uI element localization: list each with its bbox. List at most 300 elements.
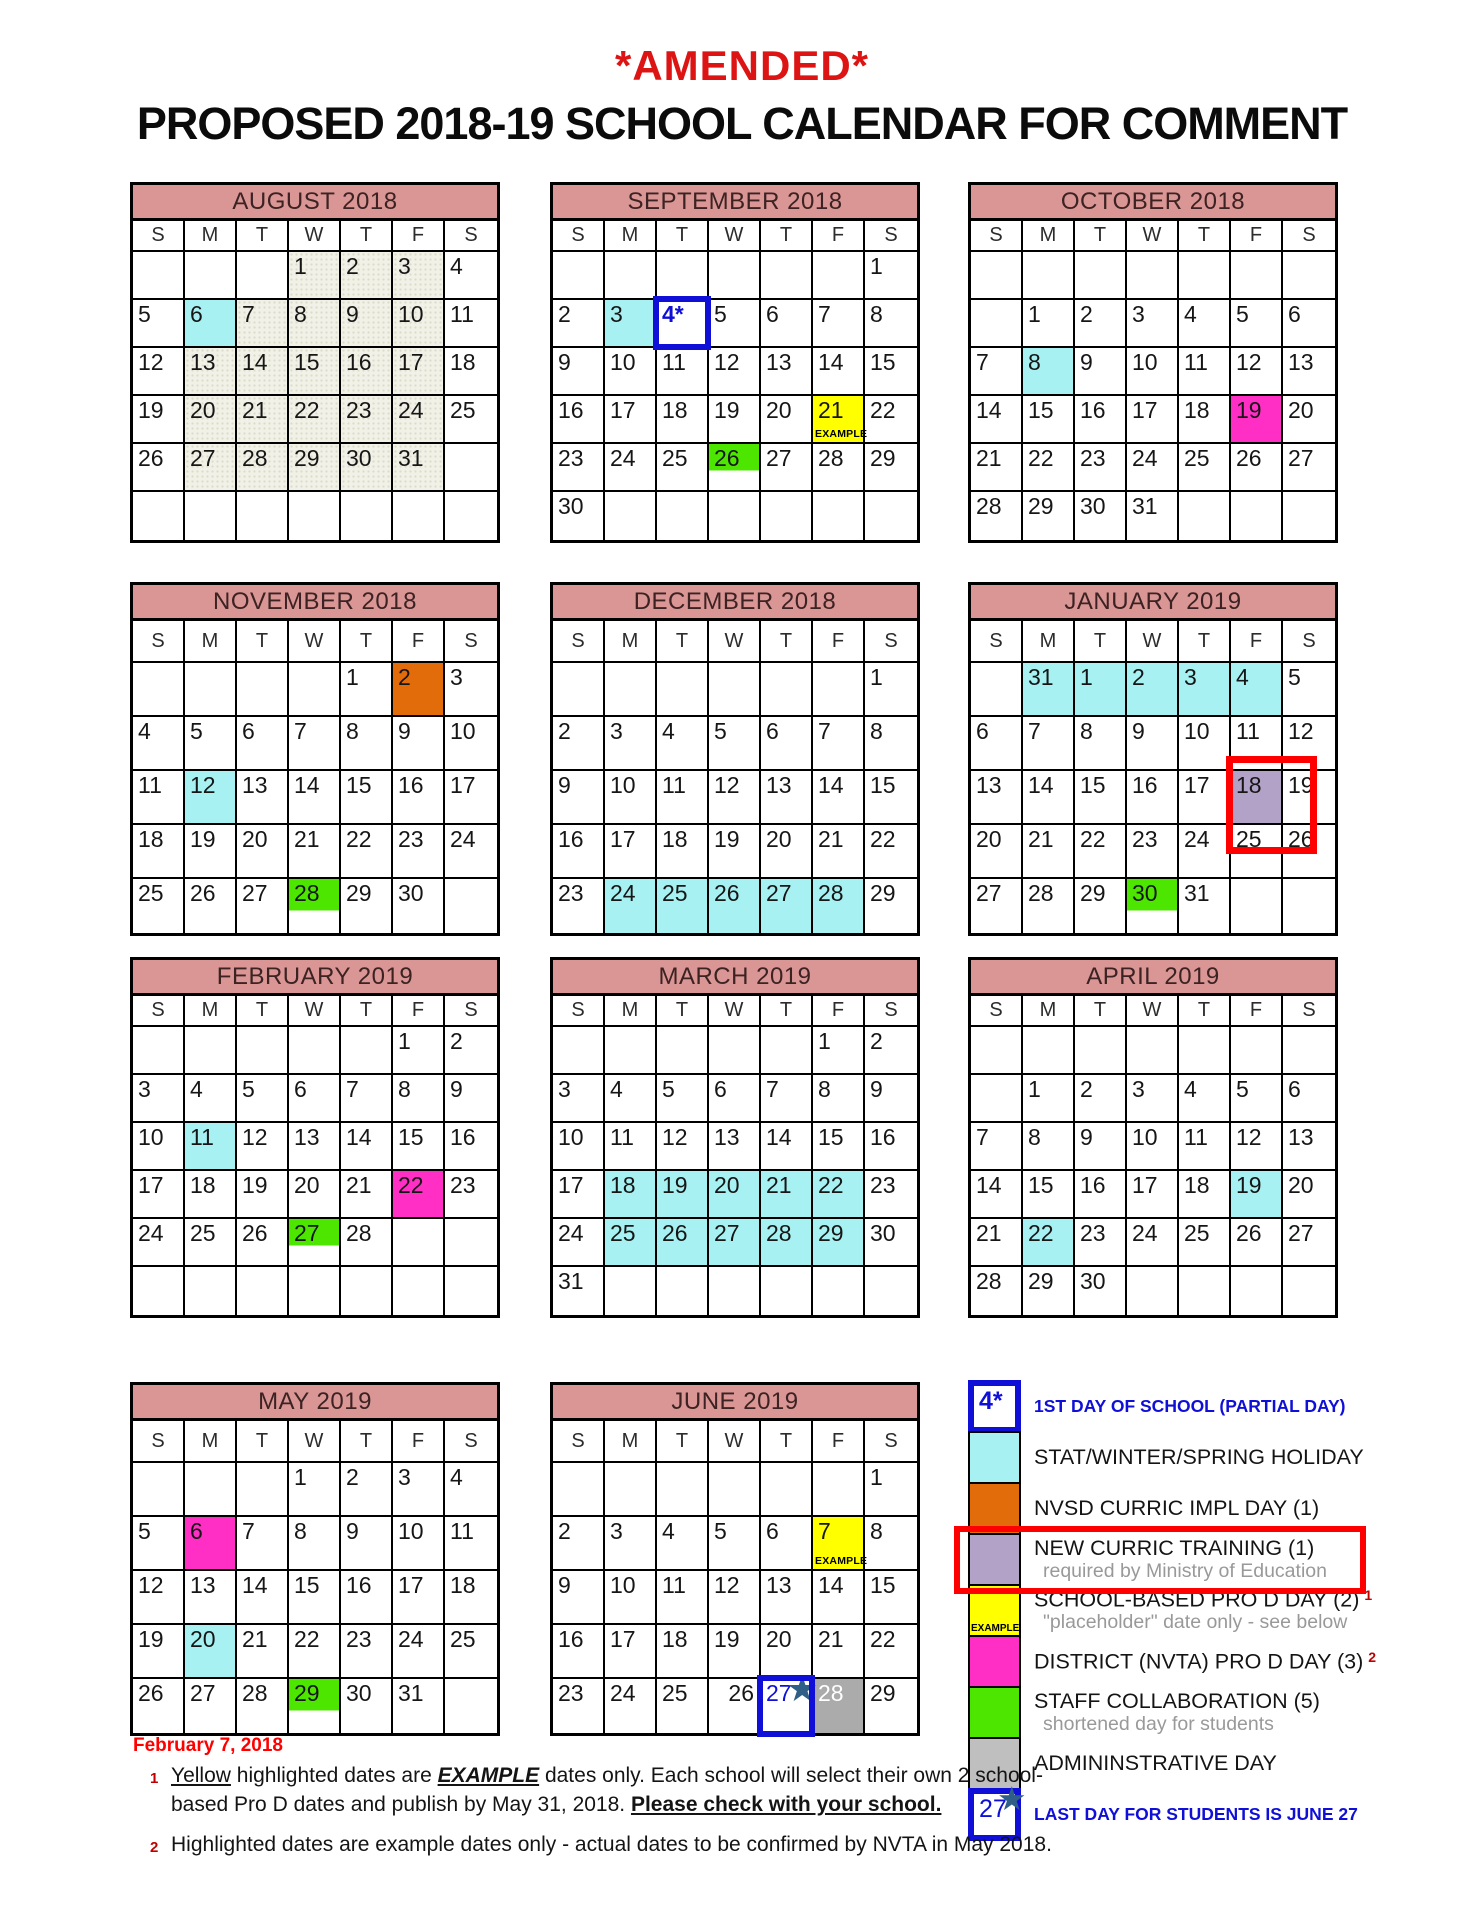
day-number: 28 — [294, 880, 320, 906]
day-number: 7 — [818, 301, 831, 327]
month-title-march-2019: MARCH 2019 — [553, 960, 917, 996]
march-2019-day-21 — [761, 1171, 813, 1219]
january-2019-day-15 — [1075, 771, 1127, 825]
april-2019-day-8 — [1023, 1123, 1075, 1171]
may-2019-day-30 — [341, 1679, 393, 1733]
day-number: 15 — [818, 1124, 844, 1150]
empty-cell — [1023, 252, 1075, 300]
september-2018-day-3 — [605, 300, 657, 348]
day-number: 19 — [714, 397, 740, 423]
day-number: 20 — [1288, 1172, 1314, 1198]
day-number: 4 — [1236, 664, 1249, 690]
day-number: 4 — [610, 1076, 623, 1102]
september-2018-day-12 — [709, 348, 761, 396]
footnote-ref: 2 — [1368, 1648, 1377, 1665]
august-2018-day-31 — [393, 444, 445, 492]
day-number: 5 — [190, 718, 203, 744]
weekday-header: F — [393, 996, 445, 1027]
day-number: 21 — [242, 397, 268, 423]
weekday-header: S — [865, 621, 917, 663]
day-number: 20 — [714, 1172, 740, 1198]
day-number: 28 — [818, 880, 844, 906]
april-2019-day-25 — [1179, 1219, 1231, 1267]
october-2018-day-13 — [1283, 348, 1335, 396]
april-2019-day-27 — [1283, 1219, 1335, 1267]
legend-label — [1034, 1446, 1364, 1469]
day-number: 25 — [610, 1220, 636, 1246]
empty-cell — [341, 492, 393, 540]
march-2019-day-13 — [709, 1123, 761, 1171]
may-2019-day-16 — [341, 1571, 393, 1625]
weekday-header: S — [445, 996, 497, 1027]
february-2019-day-19 — [237, 1171, 289, 1219]
august-2018-day-26 — [133, 444, 185, 492]
empty-cell — [657, 252, 709, 300]
legend-label-text: NEW CURRIC TRAINING (1) — [1034, 1535, 1315, 1560]
day-number: 8 — [294, 301, 307, 327]
weekday-header: W — [289, 621, 341, 663]
day-number: 28 — [766, 1220, 792, 1246]
weekday-header: T — [761, 1421, 813, 1463]
day-number: 6 — [294, 1076, 307, 1102]
june-2019-day-25 — [657, 1679, 709, 1733]
weekday-header-row — [553, 996, 917, 1027]
day-number: 16 — [346, 349, 372, 375]
november-2018-day-22 — [341, 825, 393, 879]
november-2018-day-23 — [393, 825, 445, 879]
legend-label-text: NVSD CURRIC IMPL DAY (1) — [1034, 1495, 1320, 1520]
january-2019-day-5 — [1283, 663, 1335, 717]
october-2018-day-2 — [1075, 300, 1127, 348]
day-number: 2 — [870, 1028, 883, 1054]
day-number: 12 — [662, 1124, 688, 1150]
revision-date-note: February 7, 2018 — [133, 1735, 283, 1756]
day-number: 25 — [662, 880, 688, 906]
day-number: 5 — [138, 1518, 151, 1544]
september-2018-day-9 — [553, 348, 605, 396]
may-2019-day-28 — [237, 1679, 289, 1733]
march-2019-day-16 — [865, 1123, 917, 1171]
january-2019-day-20 — [971, 825, 1023, 879]
day-number: 14 — [766, 1124, 792, 1150]
day-number: 29 — [346, 880, 372, 906]
january-2019-day-3 — [1179, 663, 1231, 717]
day-number: 11 — [610, 1124, 634, 1150]
october-2018-day-1 — [1023, 300, 1075, 348]
day-number: 15 — [870, 772, 896, 798]
day-number: 17 — [398, 1572, 424, 1598]
may-2019-day-14 — [237, 1571, 289, 1625]
day-number: 27 — [190, 445, 216, 471]
day-number: 29 — [870, 1680, 896, 1706]
day-number: 21 — [346, 1172, 372, 1198]
day-number: 17 — [558, 1172, 584, 1198]
march-2019-day-2 — [865, 1027, 917, 1075]
weekday-header: W — [289, 1421, 341, 1463]
october-2018-day-25 — [1179, 444, 1231, 492]
weekday-header: M — [185, 1421, 237, 1463]
day-number: 18 — [450, 1572, 476, 1598]
empty-cell — [1127, 252, 1179, 300]
day-number: 31 — [558, 1268, 584, 1294]
day-number: 1 — [346, 664, 359, 690]
weekday-header-row — [133, 621, 497, 663]
day-number: 30 — [1080, 1268, 1106, 1294]
november-2018-day-13 — [237, 771, 289, 825]
empty-cell — [761, 492, 813, 540]
day-number: 27 — [242, 880, 268, 906]
august-2018-day-19 — [133, 396, 185, 444]
day-number: 2 — [558, 718, 571, 744]
day-number: 16 — [450, 1124, 476, 1150]
january-2019-day-21 — [1023, 825, 1075, 879]
day-number: 17 — [450, 772, 476, 798]
day-number: 17 — [398, 349, 424, 375]
day-number: 14 — [818, 349, 844, 375]
empty-cell — [657, 1463, 709, 1517]
day-number: 29 — [1028, 493, 1054, 519]
empty-cell — [657, 1267, 709, 1315]
october-2018-day-12 — [1231, 348, 1283, 396]
day-number: 12 — [1236, 1124, 1262, 1150]
weekday-header: S — [133, 221, 185, 252]
legend-label-sub: required by Ministry of Education — [1043, 1560, 1327, 1583]
june-2019-day-16 — [553, 1625, 605, 1679]
day-number: 7 — [976, 1124, 989, 1150]
day-number: 13 — [1288, 349, 1314, 375]
october-2018-day-29 — [1023, 492, 1075, 540]
june-2019-day-4 — [657, 1517, 709, 1571]
month-grid-april-2019 — [971, 1027, 1335, 1315]
day-number: 23 — [558, 1680, 584, 1706]
day-number: 23 — [450, 1172, 476, 1198]
april-2019-day-28 — [971, 1267, 1023, 1315]
day-number: 9 — [870, 1076, 883, 1102]
day-number: 6 — [766, 301, 779, 327]
legend-item-col — [968, 1686, 1388, 1739]
february-2019-day-2 — [445, 1027, 497, 1075]
day-number: 21 — [766, 1172, 792, 1198]
star-icon: ★ — [786, 1668, 819, 1709]
may-2019-day-12 — [133, 1571, 185, 1625]
day-number: 7 — [766, 1076, 779, 1102]
october-2018-day-31 — [1127, 492, 1179, 540]
empty-cell — [1231, 1027, 1283, 1075]
day-number: 9 — [558, 772, 571, 798]
october-2018-day-22 — [1023, 444, 1075, 492]
october-2018-day-10 — [1127, 348, 1179, 396]
day-number: 2 — [398, 664, 411, 690]
weekday-header: W — [709, 621, 761, 663]
weekday-header: T — [341, 996, 393, 1027]
march-2019-day-17 — [553, 1171, 605, 1219]
day-number: 29 — [294, 1680, 320, 1706]
october-2018-day-18 — [1179, 396, 1231, 444]
footnote-number: 1 — [150, 1770, 159, 1787]
day-number: 20 — [1288, 397, 1314, 423]
day-number: 23 — [558, 445, 584, 471]
december-2018-day-12 — [709, 771, 761, 825]
october-2018-day-9 — [1075, 348, 1127, 396]
august-2018-day-9 — [341, 300, 393, 348]
month-february-2019 — [130, 957, 500, 1318]
june-2019-day-19 — [709, 1625, 761, 1679]
february-2019-day-27 — [289, 1219, 341, 1267]
day-number: 17 — [1132, 397, 1158, 423]
day-number: 18 — [662, 826, 688, 852]
month-january-2019 — [968, 582, 1338, 936]
september-2018-day-27 — [761, 444, 813, 492]
december-2018-day-8 — [865, 717, 917, 771]
day-number: 15 — [294, 1572, 320, 1598]
day-number: 10 — [450, 718, 476, 744]
legend-swatch-hol — [968, 1431, 1021, 1484]
may-2019-day-9 — [341, 1517, 393, 1571]
day-number: 19 — [242, 1172, 268, 1198]
footnote-text: dates only. Each school will select their own 2 school-based Pro D dates and publish by May 31, 2018. — [171, 1764, 1043, 1816]
june-2019-day-14 — [813, 1571, 865, 1625]
august-2018-day-14 — [237, 348, 289, 396]
weekday-header: S — [553, 996, 605, 1027]
may-2019-day-21 — [237, 1625, 289, 1679]
month-title-november-2018: NOVEMBER 2018 — [133, 585, 497, 621]
march-2019-day-3 — [553, 1075, 605, 1123]
may-2019-day-3 — [393, 1463, 445, 1517]
day-number: 9 — [1080, 1124, 1093, 1150]
day-number: 15 — [870, 1572, 896, 1598]
august-2018-day-29 — [289, 444, 341, 492]
weekday-header: T — [1179, 221, 1231, 252]
october-2018-day-17 — [1127, 396, 1179, 444]
january-2019-day-29 — [1075, 879, 1127, 933]
april-2019-day-23 — [1075, 1219, 1127, 1267]
day-number: 10 — [610, 1572, 636, 1598]
day-number: 25 — [1184, 1220, 1210, 1246]
april-2019-day-29 — [1023, 1267, 1075, 1315]
day-number: 30 — [1132, 880, 1158, 906]
february-2019-day-13 — [289, 1123, 341, 1171]
april-2019-day-18 — [1179, 1171, 1231, 1219]
weekday-header: T — [1075, 621, 1127, 663]
day-number: 12 — [190, 772, 216, 798]
october-2018-day-11 — [1179, 348, 1231, 396]
november-2018-day-1 — [341, 663, 393, 717]
august-2018-day-1 — [289, 252, 341, 300]
page-title: PROPOSED 2018-19 SCHOOL CALENDAR FOR COMMENT — [136, 98, 1348, 149]
footnote-ref: 1 — [1364, 1586, 1373, 1603]
empty-cell — [341, 1027, 393, 1075]
empty-cell — [289, 1267, 341, 1315]
january-2019-day-1 — [1075, 663, 1127, 717]
weekday-header: F — [1231, 621, 1283, 663]
day-number: 28 — [1028, 880, 1054, 906]
weekday-header: W — [1127, 996, 1179, 1027]
legend-swatch-yex — [968, 1584, 1021, 1637]
empty-cell — [445, 1267, 497, 1315]
september-2018-day-5 — [709, 300, 761, 348]
february-2019-day-6 — [289, 1075, 341, 1123]
empty-cell — [393, 1267, 445, 1315]
september-2018-day-26 — [709, 444, 761, 492]
may-2019-day-29 — [289, 1679, 341, 1733]
empty-cell — [289, 1027, 341, 1075]
empty-cell — [657, 663, 709, 717]
june-2019-day-8 — [865, 1517, 917, 1571]
empty-cell — [1127, 1267, 1179, 1315]
day-number: 12 — [1236, 349, 1262, 375]
august-2018-day-3 — [393, 252, 445, 300]
february-2019-day-7 — [341, 1075, 393, 1123]
empty-cell — [445, 879, 497, 933]
august-2018-day-7 — [237, 300, 289, 348]
january-2019-day-23 — [1127, 825, 1179, 879]
day-number: 5 — [1288, 664, 1301, 690]
day-number: 1 — [294, 1464, 307, 1490]
day-number: 4 — [450, 253, 463, 279]
empty-cell — [605, 492, 657, 540]
october-2018-day-20 — [1283, 396, 1335, 444]
august-2018-day-11 — [445, 300, 497, 348]
day-number: 9 — [558, 349, 571, 375]
april-2019-day-10 — [1127, 1123, 1179, 1171]
example-label: EXAMPLE — [815, 1555, 868, 1567]
footnote-1 — [150, 1762, 1095, 1820]
empty-cell — [1179, 1267, 1231, 1315]
june-2019-day-9 — [553, 1571, 605, 1625]
day-number: 30 — [870, 1220, 896, 1246]
may-2019-day-24 — [393, 1625, 445, 1679]
december-2018-day-28 — [813, 879, 865, 933]
empty-cell — [657, 492, 709, 540]
march-2019-day-24 — [553, 1219, 605, 1267]
empty-cell — [1231, 879, 1283, 933]
september-2018-day-22 — [865, 396, 917, 444]
june-2019-day-17 — [605, 1625, 657, 1679]
star-icon: ★ — [997, 1780, 1027, 1817]
day-number: 5 — [1236, 301, 1249, 327]
january-2019-day-2 — [1127, 663, 1179, 717]
empty-cell — [1179, 492, 1231, 540]
day-number: 31 — [1028, 664, 1054, 690]
day-number: 6 — [1288, 301, 1301, 327]
day-number: 5 — [662, 1076, 675, 1102]
november-2018-day-14 — [289, 771, 341, 825]
day-number: 3 — [610, 1518, 623, 1544]
day-number: 24 — [1184, 826, 1210, 852]
day-number: 24 — [450, 826, 476, 852]
day-number: 30 — [346, 445, 372, 471]
day-number: 13 — [766, 1572, 792, 1598]
december-2018-day-13 — [761, 771, 813, 825]
day-number: 7 — [242, 301, 255, 327]
december-2018-day-25 — [657, 879, 709, 933]
weekday-header: S — [553, 621, 605, 663]
may-2019-day-7 — [237, 1517, 289, 1571]
september-2018-day-29 — [865, 444, 917, 492]
april-2019-day-15 — [1023, 1171, 1075, 1219]
day-number: 17 — [610, 397, 636, 423]
weekday-header: F — [813, 1421, 865, 1463]
january-2019-day-28 — [1023, 879, 1075, 933]
day-number: 14 — [818, 1572, 844, 1598]
november-2018-day-25 — [133, 879, 185, 933]
february-2019-day-20 — [289, 1171, 341, 1219]
month-grid-may-2019 — [133, 1463, 497, 1733]
weekday-header: W — [289, 221, 341, 252]
empty-cell — [185, 1267, 237, 1315]
month-november-2018 — [130, 582, 500, 936]
december-2018-day-1 — [865, 663, 917, 717]
march-2019-day-30 — [865, 1219, 917, 1267]
may-2019-day-19 — [133, 1625, 185, 1679]
day-number: 3 — [398, 253, 411, 279]
june-2019-day-22 — [865, 1625, 917, 1679]
weekday-header: M — [185, 221, 237, 252]
october-2018-day-28 — [971, 492, 1023, 540]
weekday-header: S — [1283, 621, 1335, 663]
day-number: 5 — [242, 1076, 255, 1102]
september-2018-day-6 — [761, 300, 813, 348]
day-number: 11 — [662, 349, 686, 375]
october-2018-day-26 — [1231, 444, 1283, 492]
march-2019-day-23 — [865, 1171, 917, 1219]
day-number: 14 — [1028, 772, 1054, 798]
day-number: 18 — [662, 1626, 688, 1652]
empty-cell — [445, 444, 497, 492]
weekday-header: M — [605, 996, 657, 1027]
day-number: 25 — [1184, 445, 1210, 471]
legend-label-text: ADMININSTRATIVE DAY — [1034, 1750, 1277, 1775]
day-number: 18 — [662, 397, 688, 423]
november-2018-day-5 — [185, 717, 237, 771]
march-2019-day-11 — [605, 1123, 657, 1171]
september-2018-day-19 — [709, 396, 761, 444]
september-2018-day-2 — [553, 300, 605, 348]
day-number: 22 — [346, 826, 372, 852]
day-number: 1 — [1028, 301, 1041, 327]
june-2019-day-26 — [709, 1679, 761, 1733]
weekday-header: F — [1231, 221, 1283, 252]
day-number: 7 — [294, 718, 307, 744]
legend-item-yex — [968, 1584, 1388, 1637]
day-number: 22 — [870, 826, 896, 852]
empty-cell — [761, 252, 813, 300]
january-2019-day-27 — [971, 879, 1023, 933]
weekday-header: T — [1179, 996, 1231, 1027]
january-2019-day-31 — [1179, 879, 1231, 933]
day-number: 26 — [190, 880, 216, 906]
day-number: 24 — [398, 397, 424, 423]
may-2019-day-17 — [393, 1571, 445, 1625]
weekday-header: S — [133, 621, 185, 663]
empty-cell — [761, 663, 813, 717]
day-number: 13 — [242, 772, 268, 798]
may-2019-day-2 — [341, 1463, 393, 1517]
day-number: 18 — [1184, 397, 1210, 423]
day-number: 10 — [1132, 1124, 1158, 1150]
day-number: 7 — [818, 1518, 831, 1544]
weekday-header-row — [133, 221, 497, 252]
may-2019-day-18 — [445, 1571, 497, 1625]
may-2019-day-4 — [445, 1463, 497, 1517]
february-2019-day-11 — [185, 1123, 237, 1171]
day-number: 8 — [870, 718, 883, 744]
december-2018-day-2 — [553, 717, 605, 771]
empty-cell — [1283, 492, 1335, 540]
august-2018-day-28 — [237, 444, 289, 492]
footnotes — [150, 1762, 1095, 1871]
october-2018-day-30 — [1075, 492, 1127, 540]
